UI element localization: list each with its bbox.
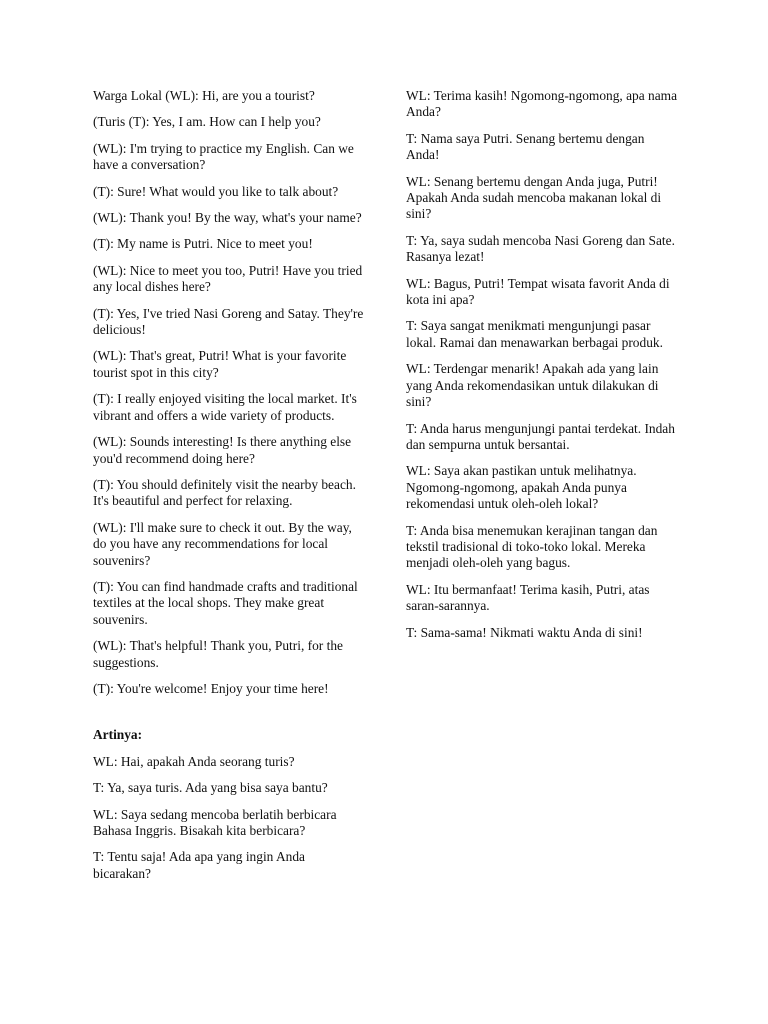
dialogue-line: Warga Lokal (WL): Hi, are you a tourist? xyxy=(93,88,315,103)
dialogue-line: (WL): I'm trying to practice my English. Can we have a conversation? xyxy=(93,140,354,173)
indonesian-translation-part-2 xyxy=(406,88,680,641)
dialogue-line: (WL): That's great, Putri! What is your favorite tourist spot in this city? xyxy=(93,348,347,380)
indonesian-translation-part-1 xyxy=(93,754,365,882)
dialogue-line: (T): You should definitely visit the nearby beach. It's beautiful and perfect for relaxing. xyxy=(93,476,356,509)
dialogue-line: (T): Yes, I've tried Nasi Goreng and Satay. They're delicious! xyxy=(93,305,364,338)
dialogue-line: (T): You can find handmade crafts and traditional textiles at the local shops. They make great souvenirs. xyxy=(93,578,358,627)
right-column xyxy=(406,88,680,651)
dialogue-line: (WL): I'll make sure to check it out. By the way, do you have any recommendations for local souvenirs? xyxy=(93,519,352,568)
translation-line: WL: Itu bermanfaat! Terima kasih, Putri, atas saran-sarannya. xyxy=(406,581,650,614)
english-dialogue xyxy=(93,88,365,697)
translation-line: T: Ya, saya sudah mencoba Nasi Goreng dan Sate. Rasanya lezat! xyxy=(406,232,675,265)
translation-line: WL: Terima kasih! Ngomong-ngomong, apa nama Anda? xyxy=(406,88,678,120)
translation-line: WL: Senang bertemu dengan Anda juga, Putri! Apakah Anda sudah mencoba makanan lokal di sini? xyxy=(406,173,662,222)
translation-line: WL: Saya sedang mencoba berlatih berbicara Bahasa Inggris. Bisakah kita berbicara? xyxy=(93,806,337,838)
translation-line: T: Tentu saja! Ada apa yang ingin Anda bicarakan? xyxy=(93,849,305,881)
translation-line: WL: Hai, apakah Anda seorang turis? xyxy=(93,753,295,769)
dialogue-line: (T): I really enjoyed visiting the local market. It's vibrant and offers a wide variety of products. xyxy=(93,391,357,423)
translation-line: WL: Bagus, Putri! Tempat wisata favorit Anda di kota ini apa? xyxy=(406,275,670,308)
dialogue-line: (WL): That's helpful! Thank you, Putri, for the suggestions. xyxy=(93,638,343,670)
dialogue-line: (Turis (T): Yes, I am. How can I help you? xyxy=(93,114,321,130)
translation-line: T: Sama-sama! Nikmati waktu Anda di sini! xyxy=(406,624,643,640)
dialogue-line: (WL): Thank you! By the way, what's your name? xyxy=(93,210,362,226)
dialogue-line: (T): My name is Putri. Nice to meet you! xyxy=(93,236,313,252)
dialogue-line: (T): You're welcome! Enjoy your time here! xyxy=(93,680,329,696)
dialogue-line: (WL): Nice to meet you too, Putri! Have you tried any local dishes here? xyxy=(93,262,363,295)
translation-line: WL: Saya akan pastikan untuk melihatnya. Ngomong-ngomong, apakah Anda punya rekomendasi untuk oleh-oleh lokal? xyxy=(406,463,637,512)
translation-line: T: Anda bisa menemukan kerajinan tangan dan tekstil tradisional di toko-toko lokal. Mereka menjadi oleh-oleh yang bagus. xyxy=(406,522,658,571)
translation-line: T: Nama saya Putri. Senang bertemu dengan Anda! xyxy=(406,130,645,163)
translation-line: WL: Terdengar menarik! Apakah ada yang lain yang Anda rekomendasikan untuk dilakukan di sini? xyxy=(406,361,659,410)
translation-line: T: Saya sangat menikmati mengunjungi pasar lokal. Ramai dan menawarkan berbagai produk. xyxy=(406,318,663,350)
dialogue-line: (T): Sure! What would you like to talk about? xyxy=(93,183,339,199)
translation-heading: Artinya: xyxy=(93,727,143,743)
left-column xyxy=(93,88,365,892)
translation-line: T: Ya, saya turis. Ada yang bisa saya bantu? xyxy=(93,780,328,796)
dialogue-line: (WL): Sounds interesting! Is there anything else you'd recommend doing here? xyxy=(93,434,352,466)
translation-line: T: Anda harus mengunjungi pantai terdekat. Indah dan sempurna untuk bersantai. xyxy=(406,420,675,452)
